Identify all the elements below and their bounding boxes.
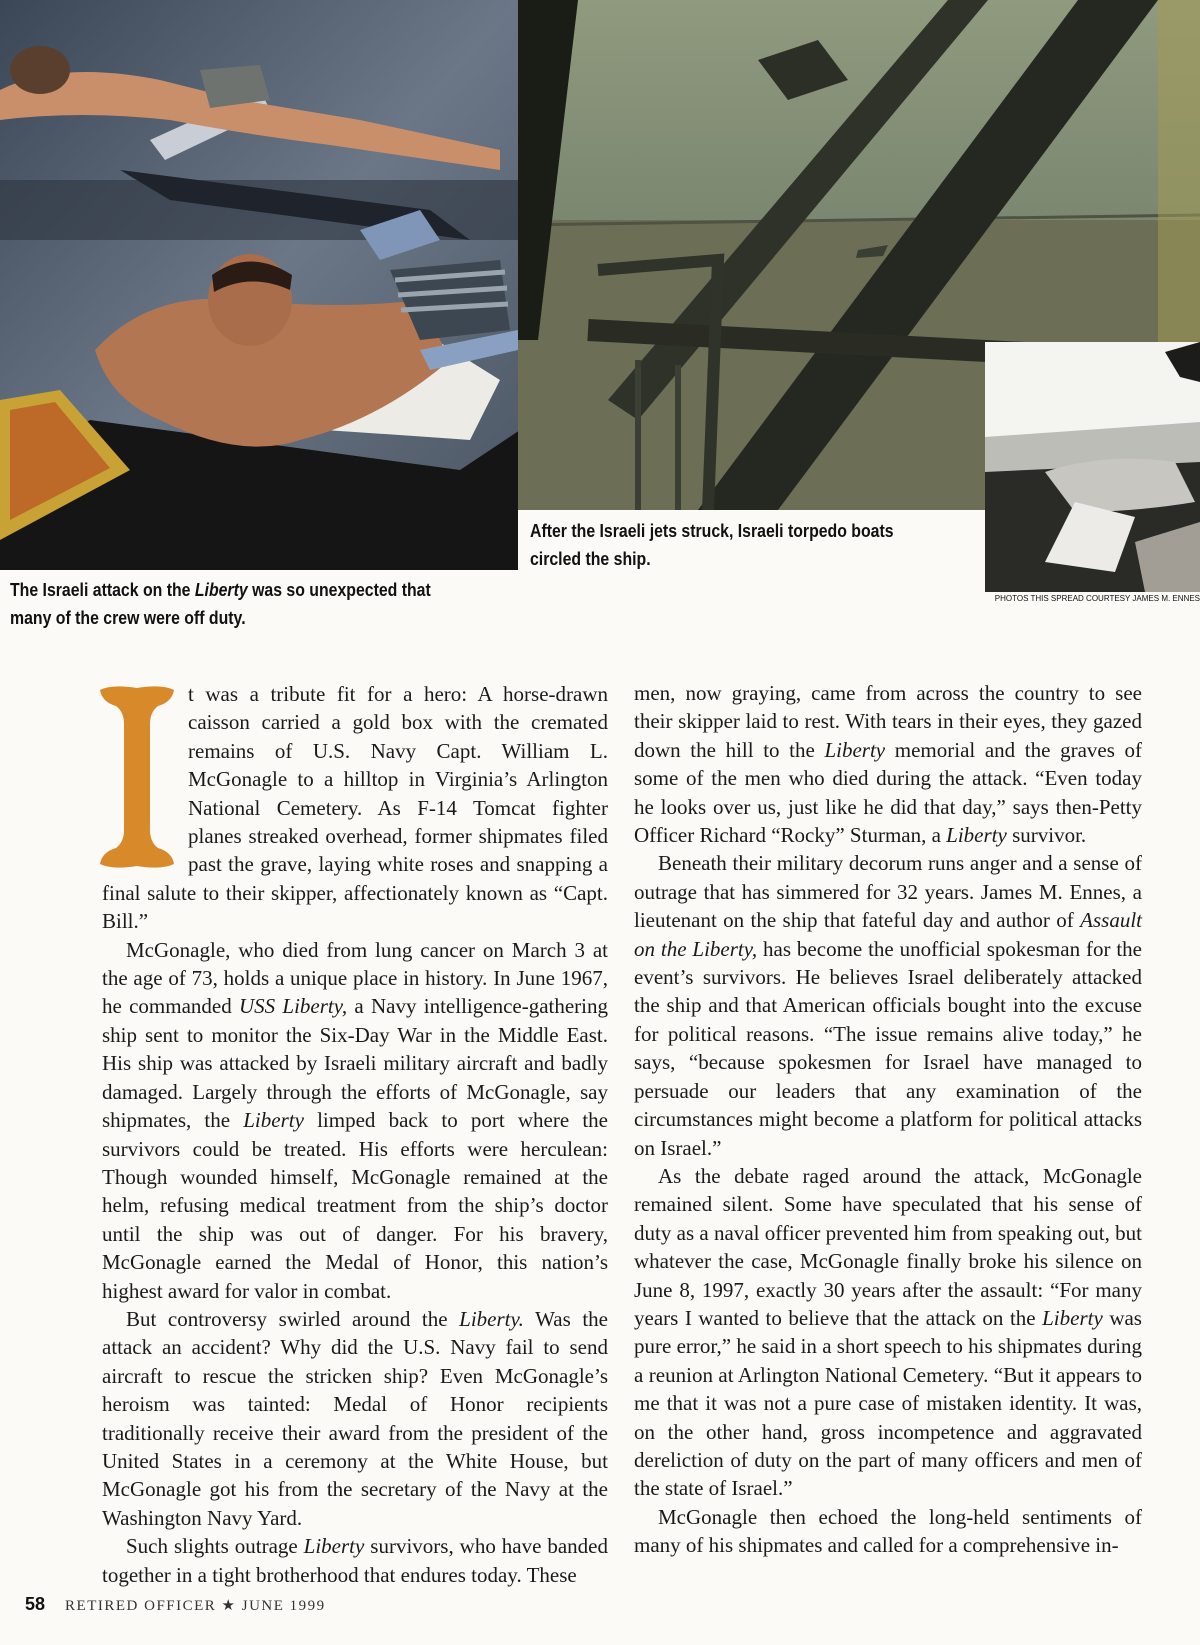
caption-left-text-post: was so unexpected that many of the crew were off duty.	[10, 580, 431, 628]
paragraph-5-ship-name: Liberty	[824, 737, 886, 762]
caption-left-text-pre: The Israeli attack on the	[10, 580, 195, 600]
paragraph-4-ship-name: Liberty	[303, 1534, 365, 1559]
paragraph-4-text-b: survivors, who have banded together in a tight brotherhood that endures today. These	[102, 1534, 608, 1587]
paragraph-1-text: t was a tribute fit for a hero: A horse-drawn caisson carried a gold box with the cremated remains of U.S. Navy Capt. William L. McGonagle to a hilltop in Virginia’s Arlington National Cemetery. As F-14 Tomcat fighter planes streaked overhead, former shipmates filed past the grave, laying white roses and snapping a final salute to their skipper, affectionately known as “Capt. Bill.”	[102, 682, 608, 934]
article-paragraph-1	[102, 680, 608, 936]
photo-crew-sunbathing	[0, 0, 518, 570]
article-paragraph-7	[634, 1503, 1142, 1560]
paragraph-2-text-b: a Navy intelligence-gathering ship sent to monitor the Six-Day War in the Middle East. His ship was attacked by Israeli military aircraft and badly damaged. Largely through the efforts of McGonagle, say shipmates, the	[102, 994, 609, 1133]
photo-caption-left	[10, 576, 468, 632]
caption-left-ship-name: Liberty	[194, 580, 248, 600]
paragraph-8-text: McGonagle then echoed the long-held sentiments of many of his shipmates and called for a comprehensive in-	[634, 1504, 1142, 1558]
paragraph-3-text-b: Was the attack an accident? Why did the U.S. Navy fail to send aircraft to rescue the stricken ship? Even McGonagle’s heroism was tainted: Medal of Honor recipients traditionally receive their award from the president of the United States in a ceremony at the White House, but McGonagle got his from the secretary of the Navy at the Washington Navy Yard.	[102, 1306, 608, 1530]
photo-inset-hand	[985, 342, 1200, 592]
paragraph-2-ship-name-2: Liberty	[243, 1108, 304, 1133]
article-paragraph-4-continued	[634, 679, 1142, 849]
article-paragraph-3	[102, 1305, 608, 1532]
paragraph-6-text-b: has become the unofficial spokesman for the event’s survivors. He believes Israel deliberately attacked the ship and that American officials bought into the excuse for political reasons. “The issue remains alive today,” he says, “because spokesmen for Israel have managed to persuade our leaders that any examination of the circumstances might become a platform for political attacks on Israel.”	[634, 936, 1142, 1160]
paragraph-5-ship-name-2: Liberty	[946, 823, 1007, 848]
drop-cap-letter	[94, 684, 180, 870]
photo-caption-right: After the Israeli jets struck, Israeli torpedo boats circled the ship.	[530, 521, 894, 569]
article-paragraph-5	[634, 849, 1142, 1161]
paragraph-7-text-b: was pure error,” he said in a short speech to his shipmates during a reunion at Arlington National Cemetery. “But it appears to me that it was not a pure case of mistaken identity. It was, on the other hand, gross incompetence and aggravated dereliction of duty on the part of many officers and men of the state of Israel.”	[634, 1305, 1142, 1501]
article-column-left	[102, 680, 608, 1589]
paragraph-5-text-c: survivor.	[1006, 823, 1087, 848]
photo-credit: PHOTOS THIS SPREAD COURTESY JAMES M. ENNES	[994, 594, 1200, 603]
article-paragraph-6	[634, 1162, 1142, 1503]
article-paragraph-4	[102, 1532, 608, 1589]
paragraph-7-text-a: As the debate raged around the attack, McGonagle remained silent. Some have speculated that his sense of duty as a naval officer prevented him from speaking out, but whatever the case, McGonagle finally broke his silence on June 8, 1997, exactly 30 years after the assault: “For many years I wanted to believe that the attack on the	[634, 1163, 1142, 1330]
paragraph-5-text-a: men, now graying, came from across the country to see their skipper laid to rest. With tears in their eyes, they gazed down the hill to the	[634, 681, 1142, 762]
paragraph-2-ship-name: USS Liberty,	[238, 994, 348, 1019]
page-footer	[25, 1594, 326, 1615]
paragraph-5-text-b: memorial and the graves of some of the men who died during the attack. “Even today he looks over us, just like he did that day,” says then-Petty Officer Richard “Rocky” Sturman, a	[634, 737, 1142, 848]
paragraph-2-text-c: limped back to port where the survivors could be treated. His efforts were herculean: Though wounded himself, McGonagle remained at the helm, refusing medical treatment from the ship’s doctor until the ship was out of danger. For his bravery, McGonagle earned the Medal of Honor, this nation’s highest award for valor in combat.	[102, 1108, 608, 1303]
paragraph-4-text-a: Such slights outrage	[126, 1534, 304, 1559]
paragraph-2-text-a: McGonagle, who died from lung cancer on March 3 at the age of 73, holds a unique place in history. In June 1967, he commanded	[102, 937, 608, 1019]
paragraph-3-ship-name: Liberty.	[459, 1306, 524, 1331]
paragraph-7-ship-name: Liberty	[1042, 1305, 1103, 1330]
article-column-right	[634, 679, 1142, 1560]
publication-line: RETIRED OFFICER ★ JUNE 1999	[65, 1598, 326, 1614]
page-number: 58	[25, 1594, 46, 1614]
paragraph-6-book-title: Assault on the Liberty,	[634, 908, 1142, 961]
paragraph-3-text-a: But controversy swirled around the	[126, 1306, 460, 1331]
paragraph-6-text-a: Beneath their military decorum runs anger and a sense of outrage that has simmered for 32 years. James M. Ennes, a lieutenant on the ship that fateful day and author of	[634, 851, 1142, 933]
article-paragraph-2	[102, 936, 608, 1305]
